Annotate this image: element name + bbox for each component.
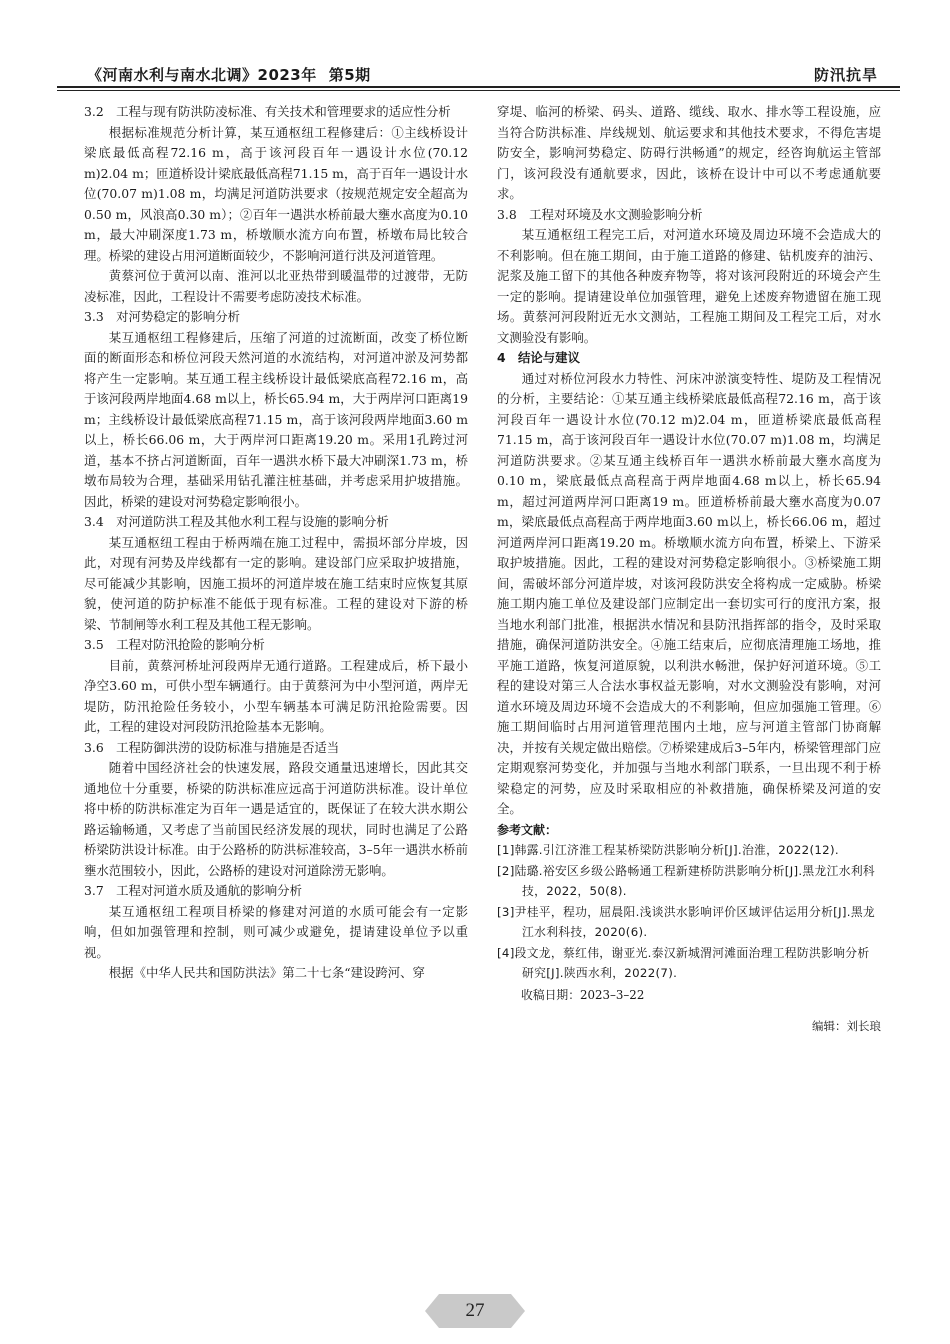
reference-item: [3]尹桂平，程功，屈晨阳.浅谈洪水影响评价区域评估运用分析[J].黑龙江水利科技，2020(6).: [497, 905, 876, 939]
page-number: 27: [465, 1300, 485, 1321]
journal-title: [87, 64, 383, 85]
paragraph: 随着中国经济社会的快速发展，路段交通量迅速增长，因此其交通地位十分重要，桥梁的防洪标准应远高于河道防洪标准。设计单位将中桥的防洪标准定为百年一遇是适宜的，既保证了在较大洪水期公路运输畅通，又考虑了当前国民经济发展的现状，同时也满足了公路桥梁防洪设计标准。由于公路桥的防洪标准较高，3–5年一遇洪水桥前壅水范围较小，因此，公路桥的建设对河道除涝无影响。: [84, 760, 468, 878]
section-3-7-title: 3.7 工程对河道水质及通航的影响分析: [84, 883, 302, 898]
header-rule-thick: [57, 86, 900, 88]
received-date: 收稿日期：2023–3–22: [521, 988, 645, 1002]
section-tag: 防汛抗旱: [813, 66, 878, 84]
references-title: 参考文献：: [497, 822, 558, 837]
section-3-5-title: 3.5 工程对防汛抢险的影响分析: [84, 637, 265, 652]
left-column: [84, 102, 468, 984]
paragraph-continued: 穿堤、临河的桥梁、码头、道路、缆线、取水、排水等工程设施，应当符合防洪标准、岸线规划、航运要求和其他技术要求，不得危害堤防安全，影响河势稳定、防碍行洪畅通”的规定，经咨询航运主管部门，该河段没有通航要求，因此，该桥在设计中可以不考虑通航要求。: [497, 104, 881, 201]
running-header: [57, 64, 900, 86]
paragraph: 根据《中华人民共和国防洪法》第二十七条“建设跨河、穿: [108, 965, 425, 980]
journal-name: 《河南水利与南水北调》2023年: [87, 66, 317, 84]
paragraph: 目前，黄蔡河桥址河段两岸无通行道路。工程建成后，桥下最小净空3.60 m，可供小型车辆通行。由于黄蔡河为中小型河道，两岸无堤防，防汛抢险任务较小，小型车辆基本可满足防汛抢险需要。因此，工程的建设对河段防汛抢险基本无影响。: [84, 657, 468, 734]
paragraph: 某互通枢纽工程项目桥梁的修建对河道的水质可能会有一定影响，但如加强管理和控制，则可减少或避免，提请建设单位予以重视。: [84, 903, 468, 960]
editor-credit: 编辑：刘长琅: [812, 1018, 881, 1033]
paragraph: 某互通枢纽工程完工后，对河道水环境及周边环境不会造成大的不利影响。但在施工期间，由于施工道路的修建、钻机废弃的油污、泥浆及施工留下的其他各种废弃物等，将对该河段附近的环境会产生一定的影响。提请建设单位加强管理，避免上述废弃物遗留在施工现场。黄蔡河河段附近无水文测站，工程施工期间及工程完工后，对水文测验没有影响。: [497, 227, 881, 345]
reference-item: [4]段文龙，蔡红伟，谢亚光.泰汉新城渭河滩面治理工程防洪影响分析研究[J].陕西水利，2022(7).: [497, 946, 870, 980]
paragraph: 某互通枢纽工程由于桥两端在施工过程中，需损坏部分岸坡，因此，对现有河势及岸线都有一定的影响。建设部门应采取护坡措施，尽可能减少其影响，因施工损坏的河道岸坡在施工结束时应恢复其原貌，使河道的防护标准不能低于现有标准。工程的建设对下游的桥梁、节制闸等水利工程及其他工程无影响。: [84, 534, 468, 632]
section-3-6-title: 3.6 工程防御洪涝的设防标准与措施是否适当: [84, 739, 340, 755]
paragraph: 通过对桥位河段水力特性、河床冲淤演变特性、堤防及工程情况的分析，主要结论：①某互通主线桥梁底最低高程72.16 m，高于该河段百年一遇设计水位(70.12 m)2.04 m，匝道桥梁底最低高程71.15 m，高于该河段百年一遇设计水位(70.07 m)1.08 m，均满足河道防洪要求。②某互通主线桥百年一遇洪水桥前最大壅水高度为0.10 m，梁底最低点高程高于两岸地面4.68 m以上，桥长65.94 m，超过河道两岸河口距离19 m。匝道桥桥前最大壅水高度为0.07 m，梁底最低点高程高于两岸地面3.60 m以上，桥长66.06 m，超过河道两岸河口距离19.20 m。桥墩顺水流方向布置，桥梁上、下游采取护坡措施。因此，工程的建设对河势稳定影响很小。③桥梁施工期间，需破坏部分河道岸坡，对该河段防洪安全将构成一定威胁。桥梁施工期内施工单位及建设部门应制定出一套切实可行的度汛方案，报当地水利部门批准，根据洪水情况和县防汛指挥部的指令，及时采取措施，确保河道防洪安全。④施工结束后，应彻底清理施工场地，推平施工道路，恢复河道原貌，以利洪水畅泄，保护好河道环境。⑤工程的建设对第三人合法水事权益无影响，对水文测验没有影响，对河道水环境及周边环境不会造成大的不利影响，但应加强施工管理。⑥施工期间临时占用河道管理范围内土地，应与河道主管部门协商解决，并按有关规定做出赔偿。⑦桥梁建成后3–5年内，桥梁管理部门应定期观察河势变化，并加强与当地水利部门联系，一旦出现不利于桥梁稳定的河势，应及时采取相应的补救措施，确保桥梁及河道的安全。: [497, 370, 881, 816]
right-column: [497, 102, 881, 1036]
section-3-2-title: 3.2 工程与现有防洪防凌标准、有关技术和管理要求的适应性分析: [84, 104, 451, 119]
section-3-8-title: 3.8 工程对环境及水文测验影响分析: [497, 206, 703, 222]
section-3-4-title: 3.4 对河道防洪工程及其他水利工程与设施的影响分析: [84, 514, 389, 529]
page-number-badge: [425, 1292, 525, 1330]
paragraph: 根据标准规范分析计算，某互通枢纽工程修建后：①主线桥设计梁底最低高程72.16 m，高于该河段百年一遇设计水位(70.12 m)2.04 m；匝道桥设计梁底最低高程71.15 m，高于百年一遇设计水位(70.07 m)1.08 m，均满足河道防洪要求（按规范规定安全超高为0.50 m，风浪高0.30 m）；②百年一遇洪水桥前最大壅水高度为0.10 m，最大冲刷深度1.73 m，桥墩顺水流方向布置，桥墩布局比较合理。桥梁的建设占用河道断面较少，不影响河道行洪及河道管理。: [84, 124, 468, 263]
section-3-3-title: 3.3 对河势稳定的影响分析: [84, 309, 241, 324]
section-4-title: 4 结论与建议: [497, 350, 580, 365]
reference-item: [2]陆璐.裕安区乡级公路畅通工程新建桥防洪影响分析[J].黑龙江水利科技，2022，50(8).: [497, 864, 876, 898]
reference-item: [1]韩露.引江济淮工程某桥梁防洪影响分析[J].治淮，2022(12).: [497, 843, 839, 857]
header-rule-thin: [57, 90, 900, 91]
paragraph: 某互通枢纽工程修建后，压缩了河道的过流断面，改变了桥位断面的断面形态和桥位河段天然河道的水流结构，对河道冲淤及河势都将产生一定影响。某互通工程主线桥设计最低梁底高程72.16 m，高于该河段两岸地面4.68 m以上，桥长65.94 m，大于两岸河口距离19 m；主线桥设计最低梁底高程71.15 m，高于该河段两岸地面3.60 m以上，桥长66.06 m，大于两岸河口距离19.20 m。采用1孔跨过河道，基本不挤占河道断面，百年一遇洪水桥下最大冲刷深1.73 m，桥墩布局较为合理，基础采用钻孔灌注桩基础，并考虑采用护坡措施。因此，桥梁的建设对河势稳定影响很小。: [84, 329, 468, 509]
issue-number: 第5期: [328, 66, 371, 84]
paragraph: 黄蔡河位于黄河以南、淮河以北亚热带到暖温带的过渡带，无防凌标准，因此，工程设计不需要考虑防凌技术标准。: [84, 268, 468, 304]
